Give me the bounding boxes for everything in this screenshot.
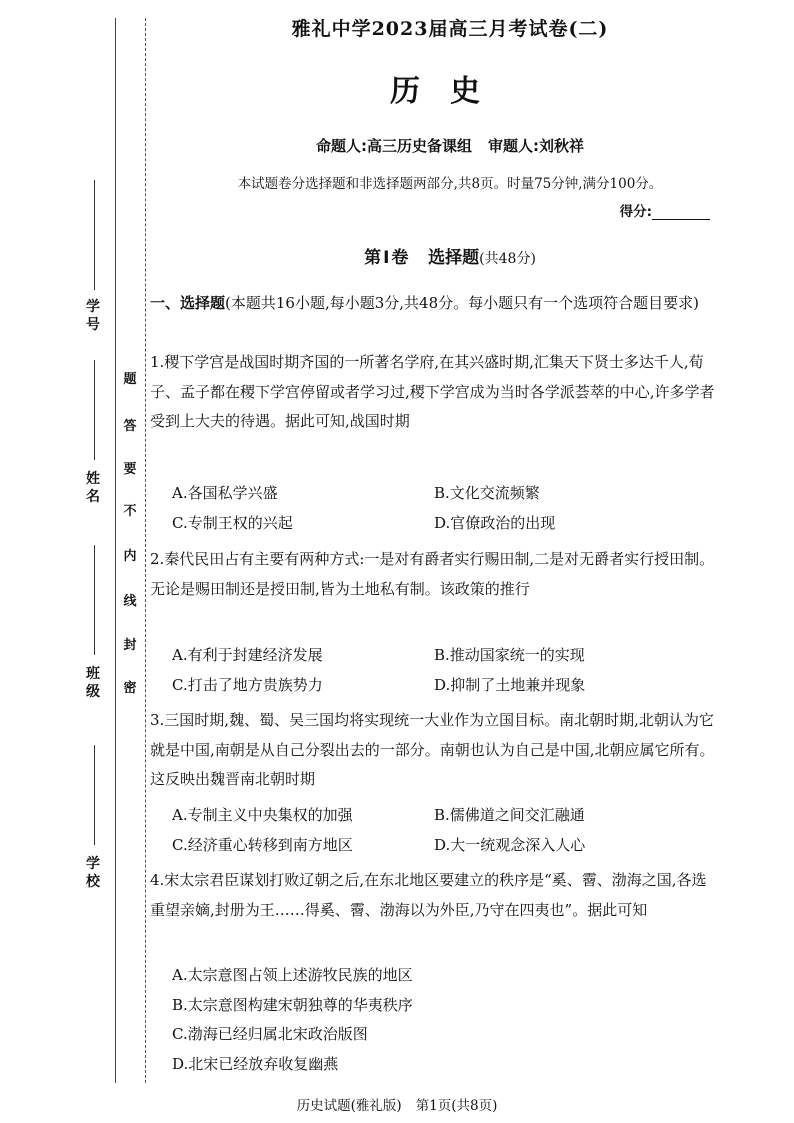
question-2-options [172, 641, 712, 700]
seal-char: 答 [123, 419, 137, 434]
name-blank[interactable] [94, 360, 95, 460]
question-3-options [172, 801, 712, 860]
instructions-text: (本题共16小题,每小题3分,共48分。每小题只有一个选项符合题目要求) [225, 294, 699, 312]
option-d[interactable]: D.官僚政治的出现 [434, 513, 556, 532]
seal-char: 要 [123, 462, 137, 477]
school-field[interactable] [80, 745, 110, 915]
score-blank[interactable] [652, 205, 710, 220]
option-a[interactable]: A.专制主义中央集权的加强 [172, 806, 353, 824]
option-b[interactable]: B.文化交流频繁 [434, 484, 540, 502]
section-heading [150, 243, 750, 268]
reviewer-label: 审题人:刘秋祥 [488, 137, 584, 155]
score-label: 得分: [619, 204, 652, 220]
option-d[interactable]: D.大一统观念深入人心 [434, 835, 586, 854]
student-id-field[interactable] [80, 180, 110, 340]
authors-line [150, 135, 750, 156]
page-footer [0, 1094, 794, 1114]
option-b[interactable]: B.儒佛道之间交汇融通 [434, 806, 585, 824]
subject-title: 历史 [390, 74, 510, 109]
option-d[interactable]: D.北宋已经放弃收复幽燕 [172, 1054, 339, 1073]
name-label: 姓 名 [86, 471, 100, 505]
question-3-stem: 3.三国时期,魏、蜀、吴三国均将实现统一大业作为立国目标。南北朝时期,北朝认为它就是中国,南朝是从自己分裂出去的一部分。南朝也认为自己是中国,北朝应属它所有。这反映出魏晋南北朝时期 [150, 711, 715, 788]
class-field[interactable] [80, 545, 110, 725]
school-label: 学 校 [86, 856, 100, 890]
option-c[interactable]: C.专制王权的兴起 [172, 513, 293, 532]
seal-char: 密 [123, 681, 137, 696]
option-c[interactable]: C.渤海已经归属北宋政治版图 [172, 1025, 368, 1043]
section-title: 第Ⅰ卷 [364, 248, 411, 268]
footer-page-number: 第1页(共8页) [415, 1098, 498, 1114]
exam-title: 雅礼中学2023届高三月考试卷(二) [291, 18, 609, 40]
option-b[interactable]: B.推动国家统一的实现 [434, 646, 585, 664]
class-label: 班 级 [86, 666, 100, 700]
setter-label: 命题人:高三历史备课组 [316, 137, 472, 155]
question-4-stem: 4.宋太宗君臣谋划打败辽朝之后,在东北地区要建立的秩序是“奚、霫、渤海之国,各选重望亲嫡,封册为王……得奚、霫、渤海以为外臣,乃守在四夷也”。据此可知 [150, 871, 707, 919]
question-1-stem: 1.稷下学宫是战国时期齐国的一所著名学府,在其兴盛时期,汇集天下贤士多达千人,荀子、孟子都在稷下学宫停留或者学习过,稷下学宫成为当时各学派荟萃的中心,许多学者受到上大夫的待遇。据此可知,战国时期 [150, 353, 715, 430]
seal-char: 线 [123, 594, 137, 609]
footer-edition: 历史试题(雅礼版) [296, 1098, 402, 1114]
name-field[interactable] [80, 360, 110, 530]
seal-char: 内 [123, 549, 137, 564]
option-d[interactable]: D.抑制了土地兼并现象 [434, 675, 586, 694]
section-name: 选择题 [428, 248, 480, 268]
binding-dashed-line [145, 18, 146, 1083]
exam-notice: 本试题卷分选择题和非选择题两部分,共8页。时量75分钟,满分100分。 [237, 176, 663, 192]
student-id-label: 学 号 [86, 299, 100, 333]
question-1-options [172, 479, 712, 538]
seal-char: 封 [123, 638, 137, 653]
option-c[interactable]: C.经济重心转移到南方地区 [172, 835, 353, 854]
binding-solid-line [115, 18, 116, 1083]
school-blank[interactable] [94, 745, 95, 845]
binding-margin [0, 0, 150, 1123]
option-a[interactable]: A.各国私学兴盛 [172, 484, 278, 502]
option-a[interactable]: A.太宗意图占领上述游牧民族的地区 [172, 966, 413, 984]
option-b[interactable]: B.太宗意图构建宋朝独尊的华夷秩序 [172, 995, 413, 1014]
question-4-options [172, 961, 712, 1079]
option-c[interactable]: C.打击了地方贵族势力 [172, 675, 323, 694]
section-points: (共48分) [479, 251, 536, 267]
question-2-stem: 2.秦代民田占有主要有两种方式:一是对有爵者实行赐田制,二是对无爵者实行授田制。无论是赐田制还是授田制,皆为土地私有制。该政策的推行 [150, 550, 715, 598]
class-blank[interactable] [94, 545, 95, 655]
seal-char: 不 [123, 504, 137, 519]
instructions [150, 289, 715, 319]
seal-char: 题 [123, 372, 137, 387]
option-a[interactable]: A.有利于封建经济发展 [172, 646, 323, 664]
instructions-lead: 一、选择题 [150, 294, 226, 312]
student-id-blank[interactable] [94, 180, 95, 290]
score-field [620, 200, 710, 220]
